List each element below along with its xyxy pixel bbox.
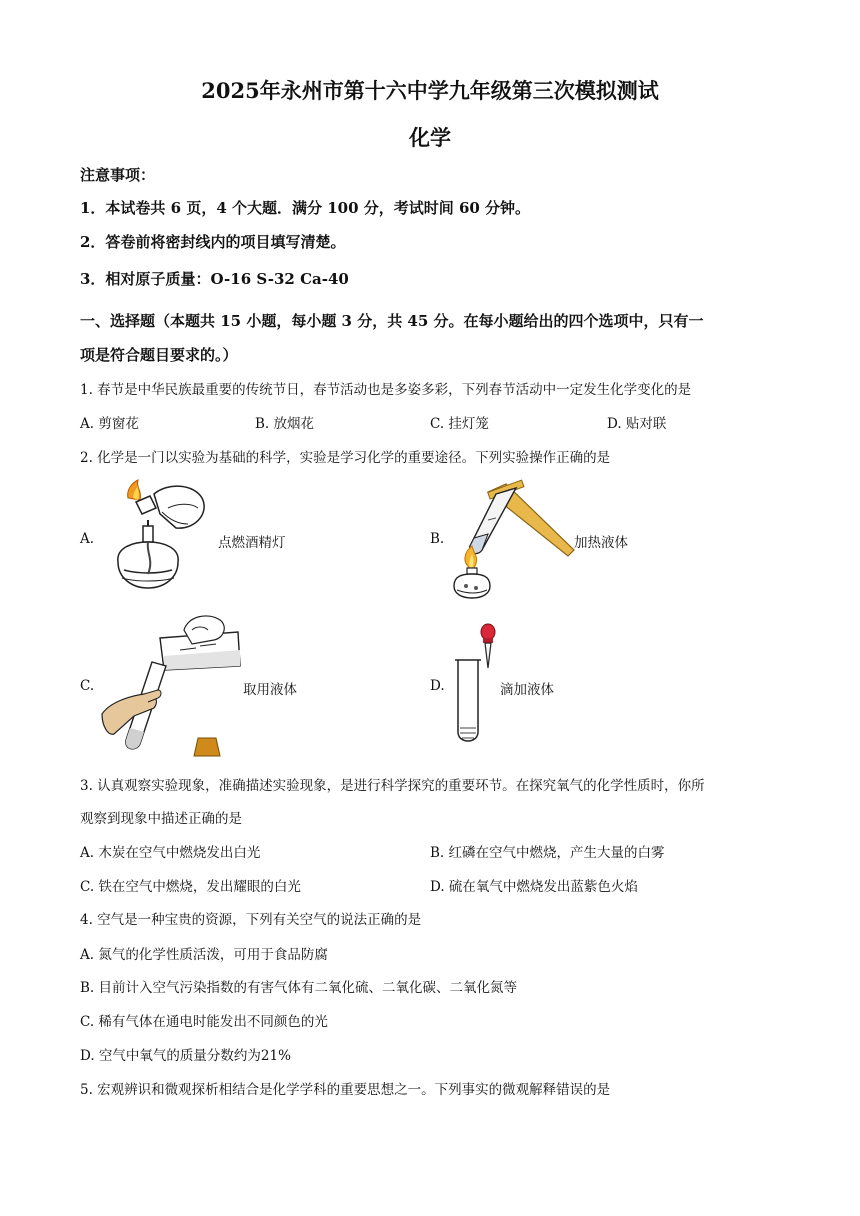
q4-option-a: A. 氮气的化学性质活泼，可用于食品防腐 (80, 947, 328, 963)
question-5-stem: 5. 宏观辨识和微观探析相结合是化学学科的重要思想之一。下列事实的微观解释错误的是 (80, 1082, 611, 1098)
q1-option-b: B. 放烟花 (255, 416, 315, 432)
section-heading-line-1: 一、选择题（本题共 15 小题，每小题 3 分，共 45 分。在每小题给出的四个选项中，只有一 (80, 312, 704, 330)
notice-heading: 注意事项： (80, 166, 156, 184)
section-heading-line-2: 项是符合题目要求的。） (80, 346, 238, 364)
q3-option-c: C. 铁在空气中燃烧，发出耀眼的白光 (80, 879, 301, 895)
question-2-stem: 2. 化学是一门以实验为基础的科学，实验是学习化学的重要途径。下列实验操作正确的是 (80, 450, 611, 466)
q3-option-a: A. 木炭在空气中燃烧发出白光 (80, 845, 261, 861)
q2-caption-b: 加热液体 (574, 535, 628, 551)
notice-item-3: 3．相对原子质量：O-16 S-32 Ca-40 (80, 270, 349, 288)
q2-option-c: C. (80, 678, 95, 694)
question-1-stem: 1. 春节是中华民族最重要的传统节日，春节活动也是多姿多彩，下列春节活动中一定发生化学变化的是 (80, 382, 692, 398)
q3-option-d: D. 硫在氧气中燃烧发出蓝紫色火焰 (430, 879, 638, 895)
q2-option-a: A. (80, 531, 95, 547)
q1-option-a: A. 剪窗花 (80, 416, 139, 432)
subject-title: 化学 (409, 125, 451, 150)
lighting-lamp-illustration (98, 478, 218, 598)
q2-option-b: B. (430, 531, 445, 547)
q1-option-d: D. 贴对联 (607, 416, 667, 432)
notice-item-1: 1．本试卷共 6 页，4 个大题．满分 100 分，考试时间 60 分钟。 (80, 199, 531, 217)
q2-caption-a: 点燃酒精灯 (218, 535, 286, 551)
q1-option-c: C. 挂灯笼 (430, 416, 489, 432)
notice-item-2: 2．答卷前将密封线内的项目填写清楚。 (80, 233, 346, 251)
q4-option-c: C. 稀有气体在通电时能发出不同颜色的光 (80, 1014, 328, 1030)
q4-option-b: B. 目前计入空气污染指数的有害气体有二氧化硫、二氧化碳、二氧化氮等 (80, 980, 518, 996)
q2-option-d: D. (430, 678, 445, 694)
question-4-stem: 4. 空气是一种宝贵的资源，下列有关空气的说法正确的是 (80, 912, 422, 928)
q2-caption-c: 取用液体 (243, 682, 297, 698)
dropping-liquid-illustration (452, 620, 502, 750)
question-3-stem-line-1: 3. 认真观察实验现象，准确描述实验现象，是进行科学探究的重要环节。在探究氧气的化学性质时，你所 (80, 778, 705, 794)
q2-caption-d: 滴加液体 (500, 682, 554, 698)
heating-liquid-illustration (448, 478, 578, 603)
q4-option-d: D. 空气中氧气的质量分数约为21% (80, 1048, 291, 1064)
exam-title: 2025年永州市第十六中学九年级第三次模拟测试 (201, 78, 659, 103)
question-3-stem-line-2: 观察到现象中描述正确的是 (80, 811, 242, 827)
pouring-liquid-illustration (100, 610, 245, 760)
q3-option-b: B. 红磷在空气中燃烧，产生大量的白雾 (430, 845, 665, 861)
